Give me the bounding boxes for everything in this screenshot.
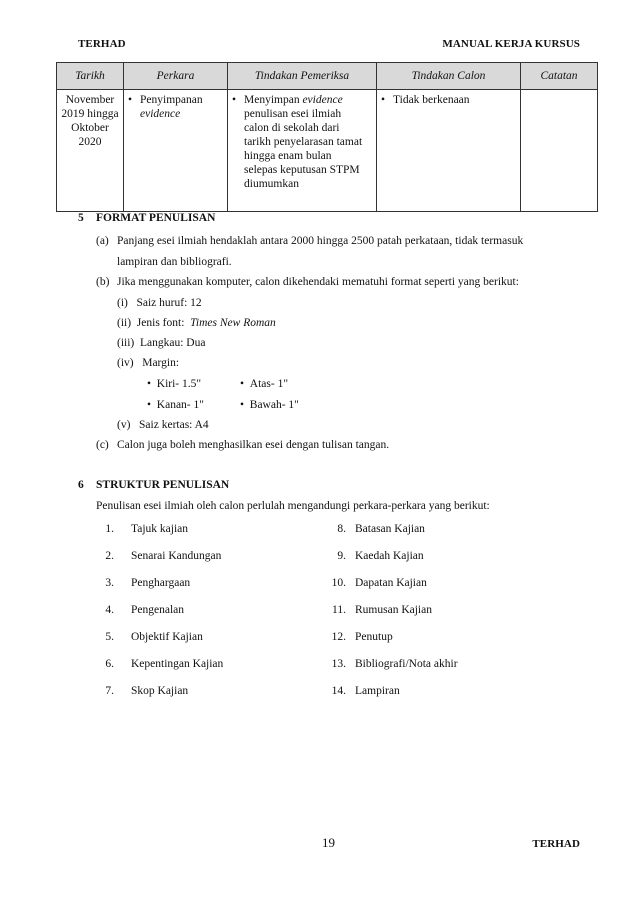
list-item: Dapatan Kajian — [355, 577, 427, 589]
sub-v: (v) Saiz kertas: A4 — [117, 419, 209, 431]
sub-iii: (iii) Langkau: Dua — [117, 337, 206, 349]
bullet-icon: • — [147, 399, 157, 411]
sub-ii — [117, 316, 276, 330]
sub-i: (i) Saiz huruf: 12 — [117, 297, 202, 309]
tarikh-line: 2019 hingga — [61, 108, 119, 120]
item-a-text: Panjang esei ilmiah hendaklah antara 2000 hingga 2500 patah perkataan, tidak termasuk — [117, 235, 524, 247]
pemeriksa-text-italic: evidence — [302, 94, 343, 106]
table-row — [57, 90, 598, 212]
list-item-number: 10. — [331, 577, 346, 589]
bullet-icon: • — [381, 94, 386, 106]
list-item-number: 8. — [337, 523, 346, 535]
section-6-intro: Penulisan esei ilmiah oleh calon perlulah mengandungi perkara-perkara yang berikut: — [96, 500, 490, 512]
cell-perkara — [124, 90, 228, 212]
list-item-number: 13. — [331, 658, 346, 670]
list-item: Skop Kajian — [131, 685, 189, 697]
col-header-tindakan-calon: Tindakan Calon — [377, 63, 521, 90]
schedule-table — [56, 62, 598, 212]
item-c-label: (c) — [96, 439, 109, 451]
section-6-number: 6 — [78, 479, 84, 491]
sub-ii-font: Times New Roman — [190, 317, 276, 329]
list-item-number: 11. — [332, 604, 346, 616]
list-item-number: 12. — [331, 631, 346, 643]
margin-atas-text: Atas- 1" — [249, 378, 289, 390]
col-header-tarikh: Tarikh — [57, 63, 124, 90]
list-item-number: 3. — [105, 577, 114, 589]
sub-iv: (iv) Margin: — [117, 357, 180, 369]
tarikh-line: Oktober — [71, 122, 109, 134]
margin-kanan — [147, 398, 204, 412]
item-a-label: (a) — [96, 235, 109, 247]
sub-ii-label: (ii) Jenis font: — [117, 317, 191, 329]
pemeriksa-line: calon di sekolah dari — [244, 122, 340, 134]
list-item: Kepentingan Kajian — [131, 658, 224, 670]
margin-kiri — [147, 377, 201, 391]
margin-bawah-text: Bawah- 1" — [249, 399, 299, 411]
margin-atas — [240, 377, 288, 391]
margin-bawah — [240, 398, 299, 412]
list-item-number: 1. — [105, 523, 114, 535]
item-c-text: Calon juga boleh menghasilkan esei dengan tulisan tangan. — [117, 439, 390, 451]
list-item-number: 7. — [105, 685, 114, 697]
list-item: Rumusan Kajian — [355, 604, 432, 616]
table-header-row — [57, 63, 598, 90]
col-header-perkara: Perkara — [124, 63, 228, 90]
list-item: Lampiran — [355, 685, 400, 697]
list-item: Senarai Kandungan — [131, 550, 222, 562]
list-item: Batasan Kajian — [355, 523, 425, 535]
bullet-icon: • — [240, 399, 250, 411]
list-item: Penghargaan — [131, 577, 191, 589]
perkara-text-italic: evidence — [140, 108, 181, 120]
tarikh-line: 2020 — [78, 136, 102, 148]
bullet-icon: • — [128, 94, 133, 106]
list-item-number: 14. — [331, 685, 346, 697]
item-b-label: (b) — [96, 276, 110, 288]
bullet-icon: • — [232, 94, 237, 106]
list-item-number: 6. — [105, 658, 114, 670]
list-item: Kaedah Kajian — [355, 550, 424, 562]
pemeriksa-line: penulisan esei ilmiah — [244, 108, 342, 120]
calon-text: Tidak berkenaan — [393, 94, 470, 106]
list-item-number: 9. — [337, 550, 346, 562]
pemeriksa-line: selepas keputusan STPM — [244, 164, 360, 176]
pemeriksa-line: hingga enam bulan — [244, 150, 332, 162]
list-item: Tajuk kajian — [131, 523, 188, 535]
cell-tindakan-pemeriksa — [228, 90, 377, 212]
list-item: Objektif Kajian — [131, 631, 203, 643]
margin-kiri-text: Kiri- 1.5" — [156, 378, 202, 390]
section-5-number: 5 — [78, 212, 84, 224]
section-5-title: FORMAT PENULISAN — [96, 212, 216, 224]
list-item-number: 5. — [105, 631, 114, 643]
bullet-icon: • — [147, 378, 157, 390]
section-6-title: STRUKTUR PENULISAN — [96, 479, 230, 491]
list-item: Bibliografi/Nota akhir — [355, 658, 458, 670]
list-item: Pengenalan — [131, 604, 185, 616]
cell-tarikh — [57, 90, 124, 212]
item-a-text-cont: lampiran dan bibliografi. — [117, 256, 232, 268]
margin-kanan-text: Kanan- 1" — [156, 399, 204, 411]
perkara-text: Penyimpanan — [140, 94, 203, 106]
col-header-catatan: Catatan — [521, 63, 598, 90]
header-left-classification: TERHAD — [78, 38, 126, 50]
item-b-text: Jika menggunakan komputer, calon dikehendaki mematuhi format seperti yang berikut: — [117, 276, 519, 288]
cell-tindakan-calon — [377, 90, 521, 212]
footer-classification: TERHAD — [532, 838, 580, 850]
header-right-title: MANUAL KERJA KURSUS — [442, 38, 580, 50]
list-item-number: 2. — [105, 550, 114, 562]
pemeriksa-line: diumumkan — [244, 178, 299, 190]
list-item-number: 4. — [105, 604, 114, 616]
col-header-tindakan-pemeriksa: Tindakan Pemeriksa — [228, 63, 377, 90]
pemeriksa-text: Menyimpan — [244, 94, 303, 106]
page-number: 19 — [322, 835, 335, 850]
tarikh-line: November — [65, 94, 115, 106]
pemeriksa-line: tarikh penyelarasan tamat — [244, 136, 363, 148]
bullet-icon: • — [240, 378, 250, 390]
cell-catatan — [521, 90, 598, 212]
list-item: Penutup — [355, 631, 393, 643]
